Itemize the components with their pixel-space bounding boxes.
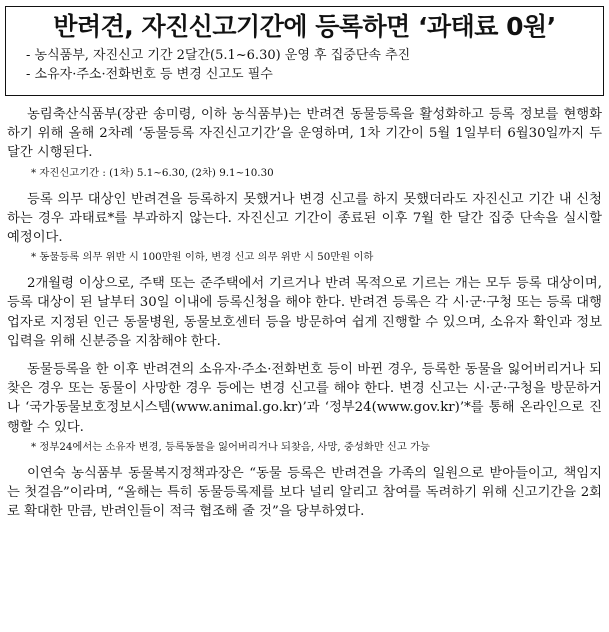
- footnote-4: * 정부24에서는 소유자 변경, 등록동물을 잃어버리거나 되찾음, 사망, 중성화만 신고 가능: [31, 440, 430, 453]
- paragraph-2: 등록 의무 대상인 반려견을 등록하지 못했거나 변경 신고를 하지 못했더라도 자진신고 기간 내 신청하는 경우 과태료*를 부과하지 않는다. 자진신고 기간이 종료된 이후 7월 한 달간 집중 단속을 실시할 예정이다.: [7, 191, 602, 246]
- paragraph-3: 2개월령 이상으로, 주택 또는 준주택에서 기르거나 반려 목적으로 기르는 개는 모두 등록 대상이며, 등록 대상이 된 날부터 30일 이내에 등록신청을 해야 한다. 반려견 등록은 각 시·군·구청 또는 등록 대행업자로 지정된 인근 동물병원, 동물보호센터 등을 방문하여 쉽게 진행할 수 있으며, 소유자 확인과 정보 입력을 위해 신분증을 지참해야 한다.: [7, 276, 602, 349]
- article-body: [5, 105, 604, 521]
- summary-line-2: - 소유자·주소·전화번호 등 변경 신고도 필수: [26, 67, 273, 82]
- footnote-2: * 동물등록 의무 위반 시 100만원 이하, 변경 신고 의무 위반 시 50만원 이하: [31, 251, 374, 264]
- paragraph-4: 동물등록을 한 이후 반려견의 소유자·주소·전화번호 등이 바뀐 경우, 등록한 동물을 잃어버리거나 되찾은 경우 또는 동물이 사망한 경우 등에는 변경 신고를 해야 한다. 변경 신고는 시·군·구청을 방문하거나 ‘국가동물보호정보시스템(www.animal.go.kr)’과 ‘정부24(www.gov.kr)’*를 통해 온라인으로 진행할 수 있다.: [7, 362, 602, 435]
- footnote-1: * 자진신고기간 : (1차) 5.1~6.30, (2차) 9.1~10.30: [31, 166, 274, 179]
- summary-line-1: - 농식품부, 자진신고 기간 2달간(5.1~6.30) 운영 후 집중단속 추진: [26, 48, 411, 63]
- headline-title: 반려견, 자진신고기간에 등록하면 ‘과태료 0원’: [53, 12, 556, 41]
- headline-box: [5, 6, 604, 96]
- paragraph-5: 이연숙 농식품부 동물복지정책과장은 “동물 등록은 반려견을 가족의 일원으로 받아들이고, 책임지는 첫걸음”이라며, “올해는 특히 동물등록제를 보다 널리 알리고 참여를 독려하기 위해 신고기간을 2회로 확대한 만큼, 반려인들이 적극 협조해 줄 것”을 당부하였다.: [7, 465, 602, 520]
- paragraph-1: 농림축산식품부(장관 송미령, 이하 농식품부)는 반려견 동물등록을 활성화하고 등록 정보를 현행화하기 위해 올해 2차례 ‘동물등록 자진신고기간’을 운영하며, 1차 기간이 5월 1일부터 6월30일까지 두 달간 시행된다.: [7, 107, 602, 161]
